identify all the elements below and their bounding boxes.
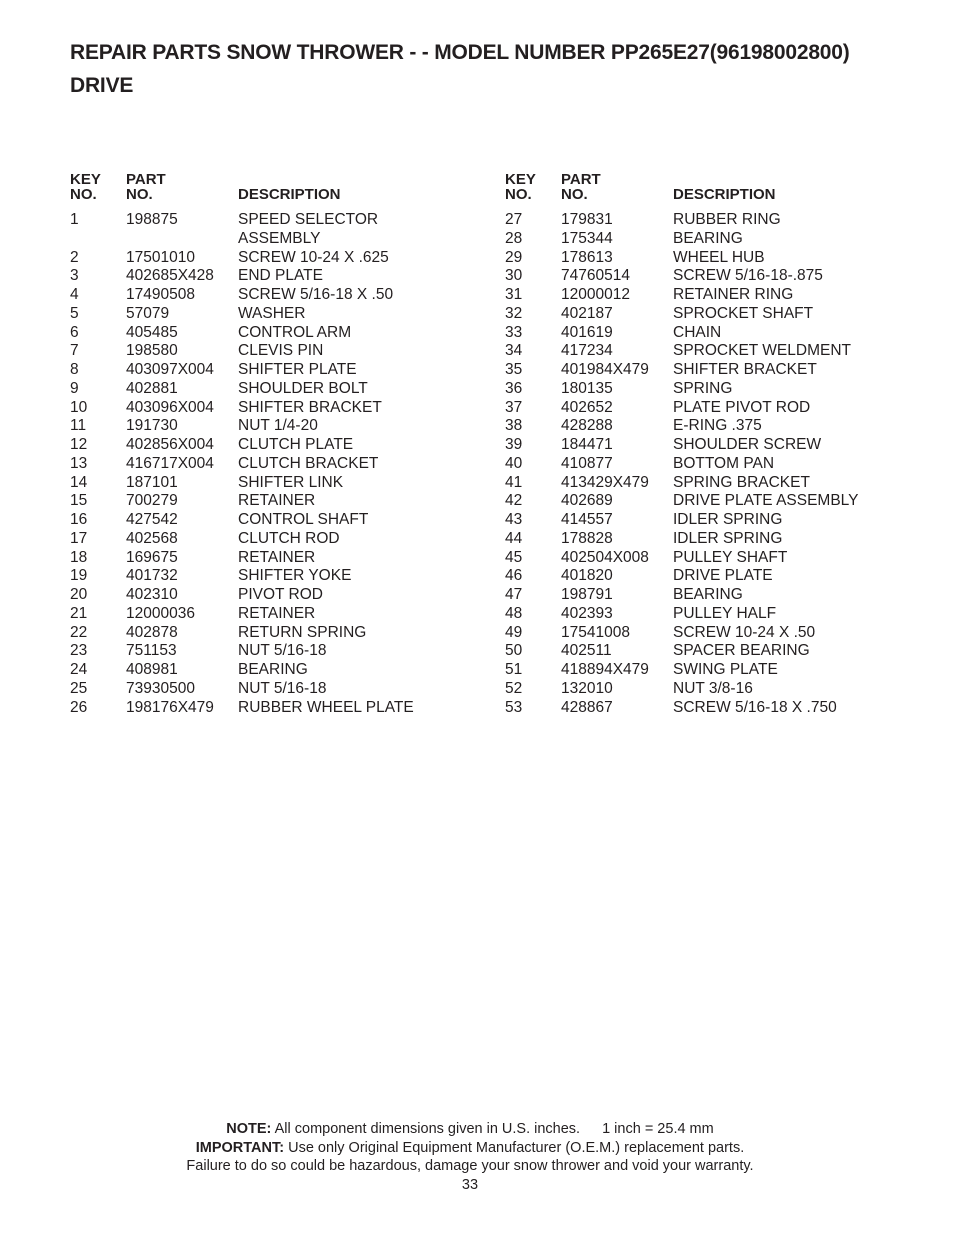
key-number: 10	[70, 398, 88, 416]
table-row	[505, 699, 925, 718]
table-row	[505, 549, 925, 568]
part-number: 74760514	[561, 267, 630, 285]
key-number: 28	[505, 229, 523, 247]
part-number: 198176X479	[126, 698, 214, 716]
part-number: 198875	[126, 211, 178, 228]
part-description: NUT 1/4-20	[238, 417, 318, 435]
part-description: PULLEY HALF	[673, 604, 777, 622]
part-number: 408981	[126, 661, 178, 678]
table-row	[70, 342, 490, 361]
table-row	[505, 586, 925, 605]
key-number: 7	[70, 342, 79, 360]
part-number: 402310	[126, 586, 178, 603]
table-row	[505, 530, 925, 549]
part-number: 169675	[126, 548, 178, 566]
part-description: END PLATE	[238, 267, 323, 285]
part-number: 178828	[561, 529, 613, 547]
part-number: 198791	[561, 586, 613, 603]
key-number: 17	[70, 529, 88, 547]
part-number: 17541008	[561, 623, 630, 641]
part-number: 751153	[126, 642, 177, 660]
key-header: KEY	[505, 171, 536, 188]
key-number: 32	[505, 304, 523, 322]
part-description: E-RING .375	[673, 417, 762, 435]
part-description: SWING PLATE	[673, 661, 778, 678]
key-number: 16	[70, 511, 88, 528]
part-description: SPRING	[673, 379, 733, 397]
table-row	[70, 642, 490, 661]
key-number: 37	[505, 398, 523, 416]
table-row	[70, 605, 490, 624]
key-number: 18	[70, 548, 88, 566]
important-line	[0, 1139, 940, 1158]
table-row	[70, 474, 490, 493]
key-header: KEY	[70, 171, 101, 188]
warning-line: Failure to do so could be hazardous, damage your snow thrower and void your warranty.	[186, 1158, 754, 1174]
part-description: CLUTCH PLATE	[238, 436, 354, 453]
part-description: BOTTOM PAN	[673, 454, 775, 472]
part-description: PLATE PIVOT ROD	[673, 398, 811, 416]
key-number: 45	[505, 548, 523, 566]
part-number: 414557	[561, 511, 613, 528]
parts-rows	[70, 211, 490, 717]
part-number: 12000036	[126, 604, 195, 622]
part-number: 17490508	[126, 286, 195, 303]
part-header-no: NO.	[126, 186, 153, 203]
part-number: 403096X004	[126, 398, 214, 416]
part-number: 402504X008	[561, 548, 649, 566]
key-header-no: NO.	[70, 186, 97, 203]
table-row	[505, 642, 925, 661]
key-number: 39	[505, 436, 523, 453]
table-row	[70, 324, 490, 343]
part-number: 402878	[126, 623, 178, 641]
part-description: SPACER BEARING	[673, 642, 810, 660]
important-text: Use only Original Equipment Manufacturer (O.E.M.) replacement parts.	[288, 1139, 745, 1156]
table-row	[505, 249, 925, 268]
key-number: 22	[70, 623, 88, 641]
part-description: SCREW 5/16-18 X .50	[238, 286, 394, 303]
part-number: 402685X428	[126, 267, 214, 285]
part-description: NUT 5/16-18	[238, 679, 327, 697]
important-label: IMPORTANT:	[195, 1139, 285, 1156]
table-row	[70, 624, 490, 643]
table-row	[505, 211, 925, 230]
table-row	[70, 267, 490, 286]
part-number: 184471	[561, 436, 613, 453]
part-number: 403097X004	[126, 361, 214, 378]
part-number: 179831	[561, 211, 613, 228]
key-number: 1	[70, 211, 79, 228]
part-number: 198580	[126, 342, 178, 360]
parts-list-left	[70, 172, 490, 717]
table-row	[70, 361, 490, 380]
part-description: IDLER SPRING	[673, 529, 783, 547]
table-row	[505, 286, 925, 305]
description-header: DESCRIPTION	[673, 186, 776, 203]
part-description: DRIVE PLATE	[673, 567, 773, 585]
part-number: 401820	[561, 567, 613, 585]
part-description: SHIFTER BRACKET	[673, 361, 817, 378]
part-number: 180135	[561, 379, 613, 397]
table-row	[505, 661, 925, 680]
part-description: SHIFTER LINK	[238, 473, 344, 491]
part-description: SHIFTER PLATE	[238, 361, 357, 378]
part-description: SCREW 10-24 X .50	[673, 623, 816, 641]
table-row	[70, 380, 490, 399]
part-description: CLUTCH ROD	[238, 529, 340, 547]
table-row	[505, 605, 925, 624]
table-row	[505, 624, 925, 643]
note-line	[0, 1120, 940, 1139]
part-number: 17501010	[126, 248, 195, 266]
key-number: 19	[70, 567, 88, 585]
part-description: WHEEL HUB	[673, 248, 765, 266]
key-number: 11	[70, 417, 87, 435]
table-row	[505, 324, 925, 343]
key-number: 40	[505, 454, 523, 472]
key-number: 47	[505, 586, 523, 603]
part-description: RETAINER	[238, 492, 316, 510]
key-number: 2	[70, 248, 79, 266]
part-number: 428867	[561, 698, 613, 716]
key-number: 6	[70, 323, 79, 341]
part-description: RETAINER	[238, 548, 316, 566]
table-row	[70, 567, 490, 586]
key-number: 33	[505, 323, 523, 341]
part-number: 418894X479	[561, 661, 649, 678]
part-description: SPRING BRACKET	[673, 473, 810, 491]
key-number: 50	[505, 642, 523, 660]
part-description: PIVOT ROD	[238, 586, 323, 603]
key-number: 12	[70, 436, 88, 453]
part-number: 132010	[561, 679, 613, 697]
key-number: 23	[70, 642, 88, 660]
parts-rows	[505, 211, 925, 717]
key-number: 51	[505, 661, 523, 678]
part-description: CHAIN	[673, 323, 722, 341]
table-row	[70, 249, 490, 268]
part-number: 700279	[126, 492, 178, 510]
table-row	[70, 305, 490, 324]
table-row	[505, 417, 925, 436]
part-number: 405485	[126, 323, 178, 341]
table-row	[505, 492, 925, 511]
parts-list-header	[70, 172, 490, 206]
part-number: 428288	[561, 417, 613, 435]
key-header-no: NO.	[505, 186, 532, 203]
key-number: 5	[70, 304, 79, 322]
part-number: 175344	[561, 229, 613, 247]
table-row	[70, 680, 490, 699]
part-number: 417234	[561, 342, 613, 360]
key-number: 20	[70, 586, 88, 603]
part-number: 427542	[126, 511, 178, 528]
part-number: 12000012	[561, 286, 630, 303]
part-description: SCREW 5/16-18-.875	[673, 267, 823, 285]
part-description: SHOULDER SCREW	[673, 436, 822, 453]
key-number: 42	[505, 492, 523, 510]
part-description: SPROCKET WELDMENT	[673, 342, 851, 360]
table-row	[505, 380, 925, 399]
part-number: 402187	[561, 304, 613, 322]
part-description: PULLEY SHAFT	[673, 548, 788, 566]
key-number: 21	[70, 604, 88, 622]
table-row	[70, 211, 490, 249]
part-description: RETAINER	[238, 604, 316, 622]
key-number: 31	[505, 286, 523, 303]
key-number: 43	[505, 511, 523, 528]
part-number: 401619	[561, 323, 613, 341]
table-row	[70, 492, 490, 511]
table-row	[505, 267, 925, 286]
part-number: 178613	[561, 248, 613, 266]
conversion-text: 1 inch = 25.4 mm	[602, 1121, 714, 1137]
table-row	[70, 530, 490, 549]
table-row	[505, 455, 925, 474]
part-number: 57079	[126, 304, 170, 322]
table-row	[505, 567, 925, 586]
table-row	[70, 511, 490, 530]
table-row	[505, 680, 925, 699]
key-number: 36	[505, 379, 523, 397]
part-number: 416717X004	[126, 454, 214, 472]
table-row	[70, 661, 490, 680]
key-number: 30	[505, 267, 523, 285]
key-number: 14	[70, 473, 88, 491]
table-row	[70, 699, 490, 718]
key-number: 8	[70, 361, 79, 378]
key-number: 34	[505, 342, 523, 360]
part-header: PART	[126, 171, 166, 188]
part-description: IDLER SPRING	[673, 511, 783, 528]
part-number: 402511	[561, 642, 612, 660]
part-number: 402652	[561, 398, 613, 416]
part-description: BEARING	[673, 229, 743, 247]
part-description: CLUTCH BRACKET	[238, 454, 379, 472]
part-description: RUBBER WHEEL PLATE	[238, 698, 414, 716]
part-description: BEARING	[238, 661, 308, 678]
key-number: 53	[505, 698, 523, 716]
table-row	[505, 436, 925, 455]
table-row	[70, 286, 490, 305]
table-row	[505, 342, 925, 361]
key-number: 25	[70, 679, 88, 697]
part-number: 187101	[126, 473, 178, 491]
table-row	[505, 361, 925, 380]
key-number: 38	[505, 417, 523, 435]
part-description: NUT 5/16-18	[238, 642, 327, 660]
part-number: 191730	[126, 417, 178, 435]
part-description: RETURN SPRING	[238, 623, 367, 641]
table-row	[70, 417, 490, 436]
part-description: CONTROL ARM	[238, 323, 352, 341]
description-header: DESCRIPTION	[238, 186, 341, 203]
key-number: 9	[70, 379, 79, 397]
key-number: 4	[70, 286, 79, 303]
part-description: SPROCKET SHAFT	[673, 304, 814, 322]
key-number: 46	[505, 567, 523, 585]
table-row	[505, 305, 925, 324]
part-number: 413429X479	[561, 473, 649, 491]
part-description: BEARING	[673, 586, 743, 603]
part-description: SCREW 5/16-18 X .750	[673, 698, 837, 716]
title-line-section: DRIVE	[70, 74, 134, 97]
key-number: 3	[70, 267, 79, 285]
note-text: All component dimensions given in U.S. inches.	[274, 1121, 581, 1137]
table-row	[70, 399, 490, 418]
part-description: CLEVIS PIN	[238, 342, 324, 360]
part-description: NUT 3/8-16	[673, 679, 753, 697]
key-number: 26	[70, 698, 88, 716]
key-number: 15	[70, 492, 88, 510]
page-title	[70, 36, 930, 102]
key-number: 13	[70, 454, 88, 472]
part-description: SHIFTER BRACKET	[238, 398, 382, 416]
key-number: 48	[505, 604, 523, 622]
part-description: SCREW 10-24 X .625	[238, 248, 389, 266]
part-number: 73930500	[126, 679, 195, 697]
part-header-no: NO.	[561, 186, 588, 203]
part-number: 402689	[561, 492, 613, 510]
key-number: 29	[505, 248, 523, 266]
table-row	[70, 549, 490, 568]
parts-list-header	[505, 172, 925, 206]
part-number: 402568	[126, 529, 178, 547]
part-header: PART	[561, 171, 601, 188]
key-number: 35	[505, 361, 523, 378]
part-description: WASHER	[238, 304, 306, 322]
part-number: 402856X004	[126, 436, 214, 453]
key-number: 24	[70, 661, 88, 678]
key-number: 27	[505, 211, 523, 228]
page-footer	[0, 1120, 940, 1194]
part-description: DRIVE PLATE ASSEMBLY	[673, 492, 859, 510]
part-number: 402393	[561, 604, 613, 622]
key-number: 52	[505, 679, 523, 697]
part-description: RETAINER RING	[673, 286, 794, 303]
part-description: CONTROL SHAFT	[238, 511, 369, 528]
part-description: SHOULDER BOLT	[238, 379, 368, 397]
title-line-model: REPAIR PARTS SNOW THROWER - - MODEL NUMBER PP265E27(96198002800)	[70, 41, 850, 64]
part-number: 401732	[126, 567, 178, 585]
page-number: 33	[461, 1176, 479, 1193]
part-number: 401984X479	[561, 361, 649, 378]
table-row	[505, 230, 925, 249]
table-row	[505, 474, 925, 493]
parts-list-right	[505, 172, 925, 717]
table-row	[70, 455, 490, 474]
key-number: 49	[505, 623, 523, 641]
part-description: RUBBER RING	[673, 211, 781, 228]
part-description: SPEED SELECTOR ASSEMBLY	[238, 211, 379, 247]
table-row	[70, 436, 490, 455]
part-number: 410877	[561, 454, 613, 472]
part-description: SHIFTER YOKE	[238, 567, 352, 585]
key-number: 41	[505, 473, 523, 491]
note-label: NOTE:	[226, 1121, 272, 1137]
key-number: 44	[505, 529, 523, 547]
table-row	[70, 586, 490, 605]
part-number: 402881	[126, 379, 178, 397]
table-row	[505, 511, 925, 530]
table-row	[505, 399, 925, 418]
